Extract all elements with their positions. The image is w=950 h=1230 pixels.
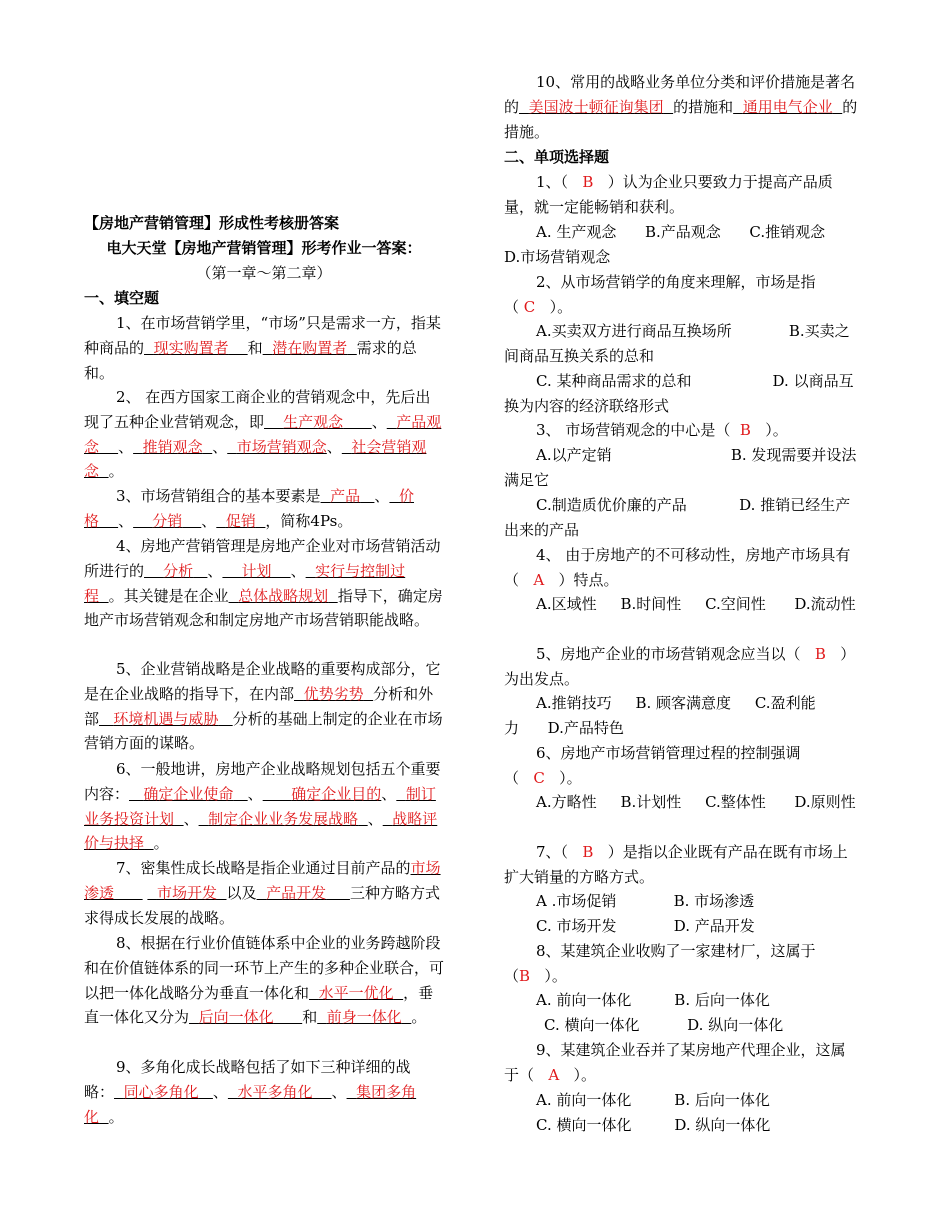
answer-mark: B <box>814 645 826 663</box>
choice-question-4: 4、 由于房地产的不可移动性，房地产市场具有（ A ）特点。 <box>504 546 851 589</box>
choice-options-8b: C. 横向一体化 D. 纵向一体化 <box>544 1016 784 1034</box>
fill-question-9: 9、多角化成长战略包括了如下三种详细的战略： 同心多角化 、 水平多角化 、 集团多角化 。 <box>84 1058 417 1126</box>
section-single-heading: 二、单项选择题 <box>504 148 610 166</box>
fill-question-1: 1、在市场营销学里，“市场”只是需求一方，指某种商品的 现实购置者 和 潜在购置者 需求的总和。 <box>84 314 441 382</box>
fill-question-2: 2、 在西方国家工商企业的营销观念中，先后出现了五种企业营销观念，即 生产观念 、 产品观念 、 推销观念 、 市场营销观念、 社会营销观念 。 <box>84 388 442 481</box>
choice-question-9: 9、某建筑企业吞并了某房地产代理企业，这属于（ A ）。 <box>504 1041 846 1084</box>
answer-mark: B <box>739 421 751 439</box>
answer-mark: A <box>533 570 545 589</box>
fill-question-8: 8、根据在行业价值链体系中企业的业务跨越阶段和在价值链体系的同一环节上产生的多种企业联合，可以把一体化战略分为垂直一体化和 水平一优化 ，垂直一体化又分为 后向一体化 和 前身一体化 。 <box>84 934 445 1027</box>
choice-options-2b: C. 某种商品需求的总和 D. 以商品互换为内容的经济联络形式 <box>504 372 854 415</box>
chapter-range: （第一章～第二章） <box>196 264 332 282</box>
choice-options-5: A.推销技巧 B. 顾客满意度 C.盈利能力 D.产品特色 <box>504 694 816 737</box>
choice-options-2a: A.买卖双方进行商品互换场所 B.买卖之间商品互换关系的总和 <box>504 322 850 365</box>
choice-question-8: 8、某建筑企业收购了一家建材厂，这属于（B ）。 <box>504 942 816 985</box>
answer-mark: B <box>582 843 594 861</box>
choice-question-2: 2、从市场营销学的角度来理解，市场是指（ C ）。 <box>504 273 816 316</box>
answer-mark: C <box>523 297 536 316</box>
choice-options-6: A.方略性 B.计划性 C.整体性 D.原则性 <box>536 793 856 811</box>
choice-options-3b: C.制造质优价廉的产品 D. 推销已经生产出来的产品 <box>504 496 851 539</box>
choice-question-6: 6、房地产市场营销管理过程的控制强调（ C ）。 <box>504 744 801 787</box>
answer-mark: C <box>533 768 545 787</box>
choice-options-1: A. 生产观念 B.产品观念 C.推销观念 <box>536 223 826 241</box>
fill-question-5: 5、企业营销战略是企业战略的重要构成部分，它是在企业战略的指导下，在内部 优势劣势 分析和外部 环境机遇与威胁 分析的基础上制定的企业在市场营销方面的谋略。 <box>84 660 443 753</box>
choice-question-3: 3、 市场营销观念的中心是（ B ）。 <box>536 421 788 439</box>
choice-options-7a: A .市场促销 B. 市场渗透 <box>536 892 755 910</box>
section-fill-heading: 一、填空题 <box>84 289 160 307</box>
choice-question-7: 7、（ B ）是指以企业既有产品在既有市场上扩大销量的方略方式。 <box>504 843 848 886</box>
answer-mark: A <box>548 1065 560 1084</box>
choice-options-8a: A. 前向一体化 B. 后向一体化 <box>536 991 770 1009</box>
answer-mark: B <box>582 173 594 191</box>
choice-question-1: 1、（ B ）认为企业只要致力于提高产品质量，就一定能畅销和获利。 <box>504 173 833 216</box>
fill-question-7: 7、密集性成长战略是指企业通过目前产品的市场渗透 市场开发 以及 产品开发 三种方略方式求得成长发展的战略。 <box>84 859 441 927</box>
fill-question-10: 10、常用的战略业务单位分类和评价措施是著名的 美国波士顿征询集团 的措施和 通用电气企业 的措施。 <box>504 73 858 141</box>
doc-title: 【房地产营销管理】形成性考核册答案 <box>84 214 340 232</box>
choice-options-9a: A. 前向一体化 B. 后向一体化 <box>536 1091 770 1109</box>
fill-question-4: 4、房地产营销管理是房地产企业对市场营销活动所进行的 分析 、 计划 、 实行与控制过程 。其关键是在企业 总体战略规划 指导下，确定房地产市场营销观念和制定房地产市场营销职能战略。 <box>84 537 443 630</box>
fill-question-3: 3、市场营销组合的基本要素是 产品 、 价格 、 分销 、 促销 ，简称4Ps。 <box>84 487 414 530</box>
choice-options-7b: C. 市场开发 D. 产品开发 <box>536 917 755 935</box>
choice-question-5: 5、房地产企业的市场营销观念应当以（ B ）为出发点。 <box>504 645 856 688</box>
answer-mark: B <box>519 966 531 985</box>
doc-subtitle: 电大天堂【房地产营销管理】形考作业一答案： <box>106 239 422 257</box>
choice-options-9b: C. 横向一体化 D. 纵向一体化 <box>536 1116 771 1134</box>
choice-options-1b: D.市场营销观念 <box>504 248 611 266</box>
fill-question-6: 6、一般地讲，房地产企业战略规划包括五个重要内容： 确定企业使命 、 确定企业目的、 制订业务投资计划 、 制定企业业务发展战略 、 战略评价与抉择 。 <box>84 760 441 853</box>
choice-options-3a: A.以产定销 B. 发现需要并设法满足它 <box>504 446 857 489</box>
choice-options-4: A.区域性 B.时间性 C.空间性 D.流动性 <box>536 595 856 613</box>
